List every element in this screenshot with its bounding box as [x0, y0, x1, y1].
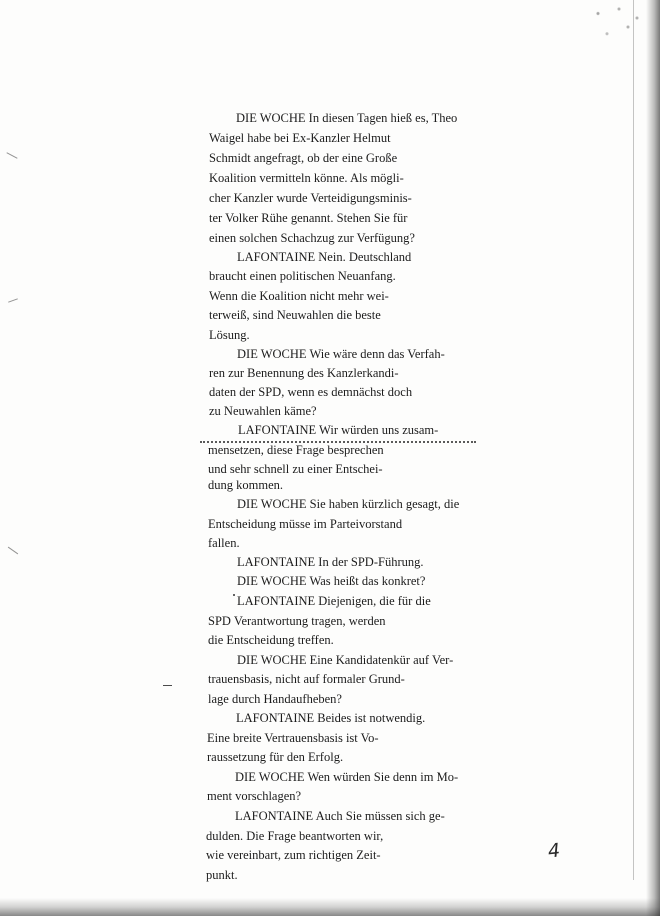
text-line: SPD Verantwortung tragen, werden [208, 614, 386, 628]
text-line: dulden. Die Frage beantworten wir, [206, 829, 384, 843]
scan-mark [8, 547, 18, 555]
text-line: raussetzung für den Erfolg. [207, 750, 344, 764]
text-line: die Entscheidung treffen. [208, 633, 334, 647]
text-line: ren zur Benennung des Kanzlerkandi- [209, 366, 399, 380]
scan-edge-bottom [0, 898, 660, 916]
text-line: LAFONTAINE Auch Sie müssen sich ge- [235, 809, 445, 823]
text-line: zu Neuwahlen käme? [209, 404, 317, 418]
text-line: daten der SPD, wenn es demnächst doch [209, 385, 413, 399]
text-line: LAFONTAINE Wir würden uns zusam- [238, 423, 439, 437]
text-line: terweiß, sind Neuwahlen die beste [209, 308, 381, 322]
scan-mark [6, 152, 17, 159]
text-line: Eine breite Vertrauensbasis ist Vo- [207, 731, 379, 745]
text-line: dung kommen. [208, 478, 283, 492]
text-line: LAFONTAINE In der SPD-Führung. [237, 555, 424, 569]
text-line: lage durch Handaufheben? [208, 692, 342, 706]
text-line: ment vorschlagen? [207, 789, 302, 803]
text-line: cher Kanzler wurde Verteidigungsminis- [209, 191, 412, 205]
text-line: Lösung. [209, 328, 250, 342]
text-line: und sehr schnell zu einer Entschei- [208, 462, 383, 476]
text-line: DIE WOCHE Wie wäre denn das Verfah- [237, 347, 445, 361]
text-line: DIE WOCHE Wen würden Sie denn im Mo- [235, 770, 459, 784]
text-line: Waigel habe bei Ex-Kanzler Helmut [209, 131, 391, 145]
scan-speckle [586, 0, 646, 45]
text-line: wie vereinbart, zum richtigen Zeit- [206, 848, 381, 862]
scan-edge-right [646, 0, 660, 916]
text-line: Schmidt angefragt, ob der eine Große [209, 151, 398, 165]
text-line: trauensbasis, nicht auf formaler Grund- [208, 672, 405, 686]
text-line: braucht einen politischen Neuanfang. [209, 269, 396, 283]
text-line: DIE WOCHE Eine Kandidatenkür auf Ver- [237, 653, 454, 667]
text-line: punkt. [206, 868, 238, 882]
text-line: LAFONTAINE Diejenigen, die für die [237, 594, 431, 608]
text-line: DIE WOCHE Sie haben kürzlich gesagt, die [237, 497, 460, 511]
scan-edge-line [633, 0, 634, 880]
scan-mark [8, 298, 18, 302]
text-line: LAFONTAINE Nein. Deutschland [237, 250, 412, 264]
text-line: Wenn die Koalition nicht mehr wei- [209, 289, 389, 303]
text-line: ter Volker Rühe genannt. Stehen Sie für [209, 211, 408, 225]
scan-dot [233, 594, 235, 596]
margin-dash [163, 685, 172, 686]
text-line: Koalition vermitteln könne. Als mögli- [209, 171, 404, 185]
text-line: mensetzen, diese Frage besprechen [208, 443, 384, 457]
page-number: 4 [546, 839, 562, 863]
text-line: DIE WOCHE Was heißt das konkret? [237, 574, 426, 588]
text-line: Entscheidung müsse im Parteivorstand [208, 517, 403, 531]
text-line: LAFONTAINE Beides ist notwendig. [236, 711, 426, 725]
text-line: DIE WOCHE In diesen Tagen hieß es, Theo [236, 111, 458, 125]
text-line: einen solchen Schachzug zur Verfügung? [209, 231, 415, 245]
text-line: fallen. [208, 536, 240, 550]
